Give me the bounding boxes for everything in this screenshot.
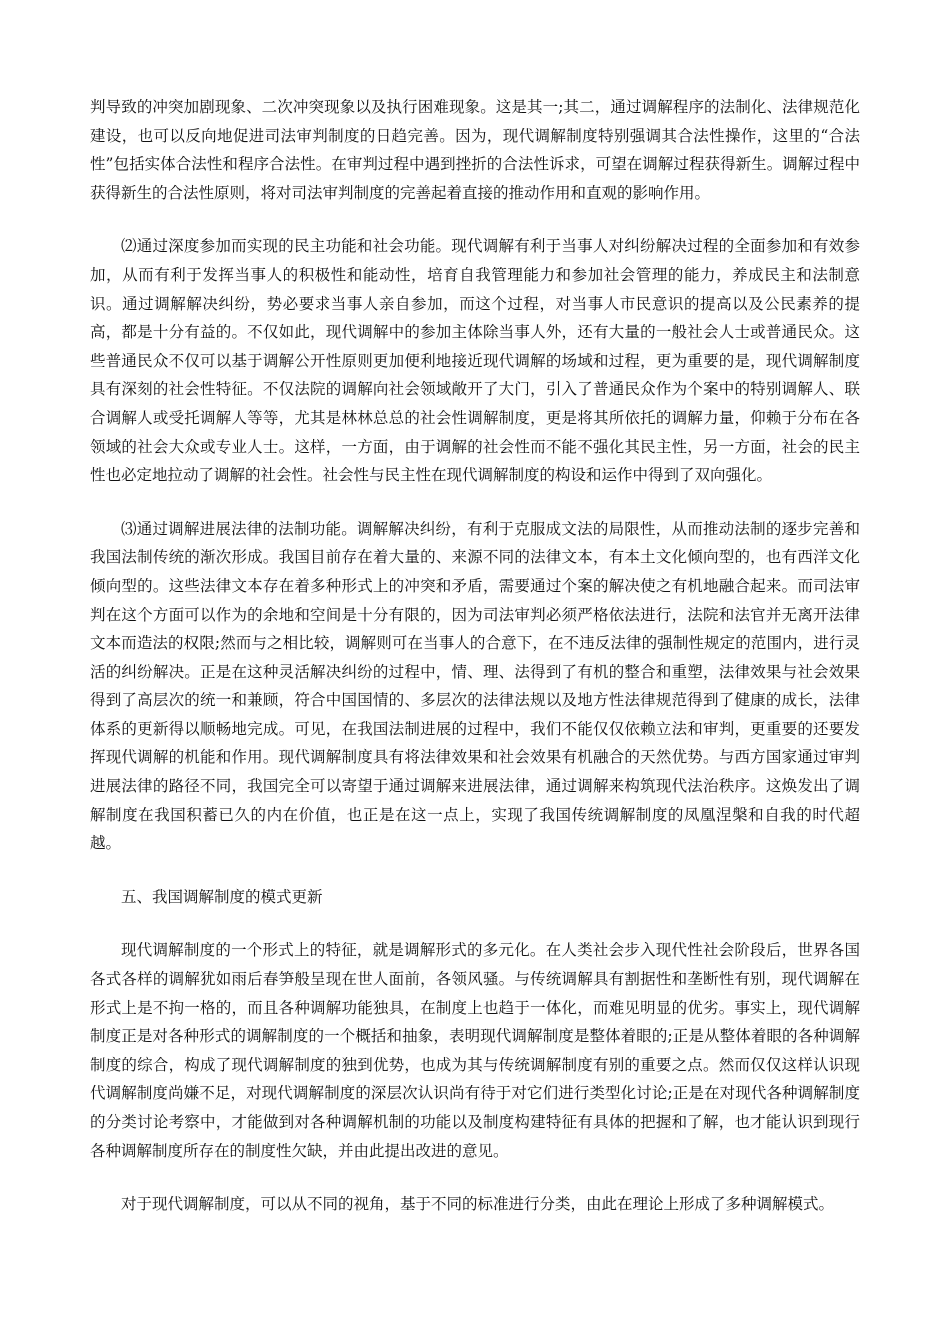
- paragraph-democratic-function: ⑵通过深度参加而实现的民主功能和社会功能。现代调解有利于当事人对纠纷解决过程的全面参加和有效参加，从而有利于发挥当事人的积极性和能动性，培育自我管理能力和参加社会管理的能力，养成民主和法制意识。通过调解解决纠纷，势必要求当事人亲自参加，而这个过程，对当事人市民意识的提高以及公民素养的提高，都是十分有益的。不仅如此，现代调解中的参加主体除当事人外，还有大量的一般社会人士或普通民众。这些普通民众不仅可以基于调解公开性原则更加便利地接近现代调解的场域和过程，更为重要的是，现代调解制度具有深刻的社会性特征。不仅法院的调解向社会领域敞开了大门，引入了普通民众作为个案中的特别调解人、联合调解人或受托调解人等等，尤其是林林总总的社会性调解制度，更是将其所依托的调解力量，仰赖于分布在各领域的社会大众或专业人士。这样，一方面，由于调解的社会性而不能不强化其民主性，另一方面，社会的民主性也必定地拉动了调解的社会性。社会性与民主性在现代调解制度的构设和运作中得到了双向强化。: [90, 237, 860, 485]
- paragraph-diversification: 现代调解制度的一个形式上的特征，就是调解形式的多元化。在人类社会步入现代性社会阶段后，世界各国各式各样的调解犹如雨后春笋般呈现在世人面前，各领风骚。与传统调解具有割据性和垄断性有别，现代调解在形式上是不拘一格的，而且各种调解功能独具，在制度上也趋于一体化，而难见明显的优劣。事实上，现代调解制度正是对各种形式的调解制度的一个概括和抽象，表明现代调解制度是整体着眼的;正是从整体着眼的各种调解制度的综合，构成了现代调解制度的独到优势，也成为其与传统调解制度有别的重要之点。然而仅仅这样认识现代调解制度尚嫌不足，对现代调解制度的深层次认识尚有待于对它们进行类型化讨论;正是在对现代各种调解制度的分类讨论考察中，才能做到对各种调解机制的功能以及制度构建特征有具体的把握和了解，也才能认识到现行各种调解制度所存在的制度性欠缺，并由此提出改进的意见。: [90, 941, 860, 1160]
- section-heading: 五、我国调解制度的模式更新: [121, 887, 323, 906]
- paragraph-legal-function: ⑶通过调解进展法律的法制功能。调解解决纠纷，有利于克服成文法的局限性，从而推动法制的逐步完善和我国法制传统的渐次形成。我国目前存在着大量的、来源不同的法律文本，有本土文化倾向型的，也有西洋文化倾向型的。这些法律文本存在着多种形式上的冲突和矛盾，需要通过个案的解决使之有机地融合起来。而司法审判在这个方面可以作为的余地和空间是十分有限的，因为司法审判必须严格依法进行，法院和法官并无离开法律文本而造法的权限;然而与之相比较，调解则可在当事人的合意下，在不违反法律的强制性规定的范围内，进行灵活的纠纷解决。正是在这种灵活解决纠纷的过程中，情、理、法得到了有机的整合和重塑，法律效果与社会效果得到了高层次的统一和兼顾，符合中国国情的、多层次的法律法规以及地方性法律规范得到了健康的成长，法律体系的更新得以顺畅地完成。可见，在我国法制进展的过程中，我们不能仅仅依赖立法和审判，更重要的还要发挥现代调解的机能和作用。现代调解制度具有将法律效果和社会效果有机融合的天然优势。与西方国家通过审判进展法律的路径不同，我国完全可以寄望于通过调解来进展法律，通过调解来构筑现代法治秩序。这焕发出了调解制度在我国积蓄已久的内在价值，也正是在这一点上，实现了我国传统调解制度的凤凰涅槃和自我的时代超越。: [90, 519, 860, 853]
- paragraph-classification: 对于现代调解制度，可以从不同的视角，基于不同的标准进行分类，由此在理论上形成了多种调解模式。: [121, 1195, 835, 1214]
- paragraph-continuation: 判导致的冲突加剧现象、二次冲突现象以及执行困难现象。这是其一;其二，通过调解程序的法制化、法律规范化建设，也可以反向地促进司法审判制度的日趋完善。因为，现代调解制度特别强调其合法性操作，这里的“合法性”包括实体合法性和程序合法性。在审判过程中遇到挫折的合法性诉求，可望在调解过程获得新生。调解过程中获得新生的合法性原则，将对司法审判制度的完善起着直接的推动作用和直观的影响作用。: [90, 98, 860, 202]
- document-page: [90, 93, 860, 1244]
